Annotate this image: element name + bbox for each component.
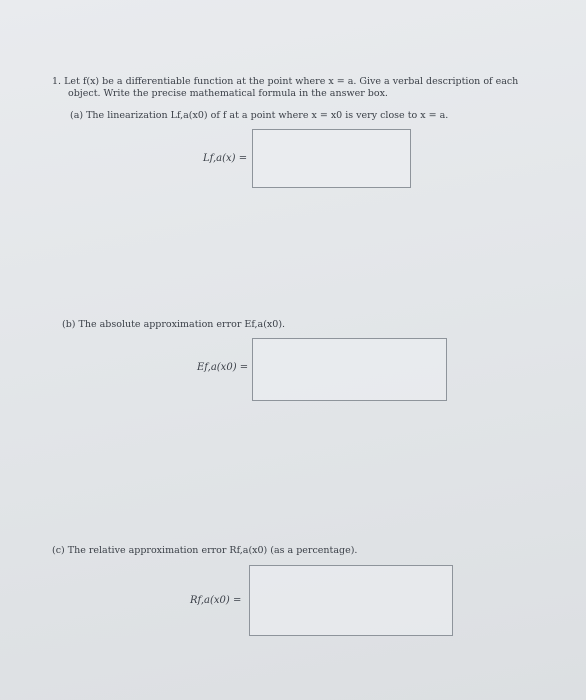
part-a-answer-box[interactable]: [252, 129, 411, 188]
part-c-label: Rf,a(x0) =: [190, 595, 242, 606]
part-b-label: Ef,a(x0) =: [197, 362, 249, 373]
part-c-answer-box[interactable]: [249, 565, 453, 636]
part-a-prompt: (a) The linearization Lf,a(x0) of f at a point where x = x0 is very close to x = a.: [70, 110, 449, 121]
part-b-answer-box[interactable]: [252, 338, 447, 401]
part-c-prompt: (c) The relative approximation error Rf,a(x0) (as a percentage).: [52, 545, 358, 556]
problem-line-1: 1. Let f(x) be a differentiable function at the point where x = a. Give a verbal description of each: [52, 76, 519, 87]
problem-line-2: object. Write the precise mathematical formula in the answer box.: [68, 88, 388, 99]
part-b-prompt: (b) The absolute approximation error Ef,a(x0).: [62, 319, 286, 330]
part-a-label: Lf,a(x) =: [203, 153, 248, 164]
